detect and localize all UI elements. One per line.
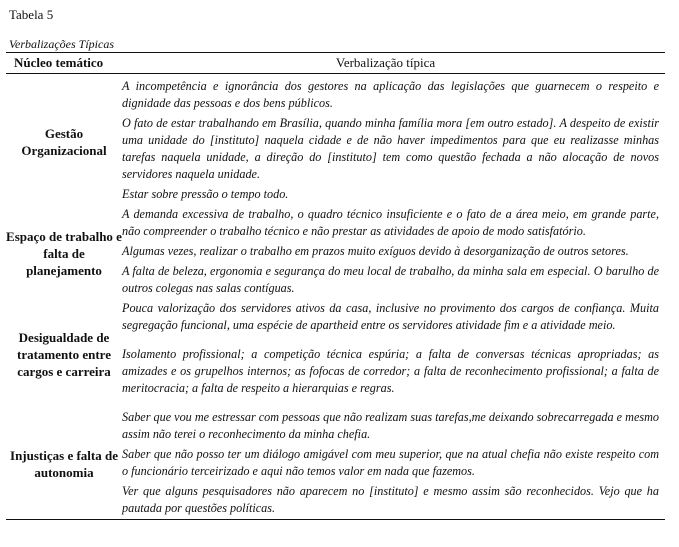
theme-cell: Espaço de trabalho e falta de planejamento	[6, 228, 122, 278]
quote-text: A falta de beleza, ergonomia e segurança do meu local de trabalho, da minha sala em especial. O barulho de outros colegas nas salas contíguas.	[122, 264, 659, 295]
table-header-row	[6, 53, 665, 73]
theme-cell: Gestão Organizacional	[21, 126, 107, 158]
table-group-injusticas	[6, 409, 665, 519]
table-number: Tabela 5	[9, 7, 54, 22]
quote-text: Ver que alguns pesquisadores não aparecem no [instituto] e mesmo assim são reconhecidos. Vejo que ha pautada por questões políticas.	[122, 484, 659, 515]
quote-text: Isolamento profissional; a competição técnica espúria; a falta de conversas técnicas apropriadas; as amizades e os grupelhos internos; as fofocas de corredor; a falta de reconhecimento profissional; a falta de meritocracia; a falta de respeito a hierarquias e regras.	[122, 347, 659, 395]
table-group-espaco-de-trabalho	[6, 206, 665, 300]
quote-text: A incompetência e ignorância dos gestores na aplicação das legislações que guarnecem o respeito e dignidade das pessoas e dos bens públicos.	[122, 79, 659, 110]
verbalizations-table	[6, 52, 665, 520]
quote-text: Pouca valorização dos servidores ativos da casa, inclusive no provimento dos cargos de confiança. Muita segregação funcional, uma espécie de apartheid entre os servidores atividade fim e a atividade meio.	[122, 301, 659, 332]
quotes-cell	[122, 206, 665, 300]
table-bottom-rule	[6, 519, 665, 520]
quote-text: Estar sobre pressão o tempo todo.	[122, 187, 289, 201]
theme-cell: Desigualdade de tratamento entre cargos e carreira	[17, 330, 111, 379]
table-title: Verbalizações Típicas	[9, 37, 114, 51]
theme-cell: Injustiças e falta de autonomia	[10, 448, 118, 480]
header-verbalization: Verbalização típica	[335, 55, 436, 70]
header-theme: Núcleo temático	[14, 55, 104, 70]
quotes-cell	[122, 300, 665, 409]
table-group-gestao-organizacional	[6, 78, 665, 206]
quote-text: Algumas vezes, realizar o trabalho em prazos muito exíguos devido à desorganização de outros setores.	[122, 244, 629, 258]
quote-text: O fato de estar trabalhando em Brasília, quando minha família mora [em outro estado]. A despeito de existir uma unidade do [instituto] naquela cidade e de não haver impedimentos para que eu realizasse minhas tarefas naquela unidade, a direção do [instituto] tem como questão fechada a não alocação de novos servidores naquela unidade.	[122, 116, 659, 181]
table-group-desigualdade	[6, 300, 665, 409]
quote-text: A demanda excessiva de trabalho, o quadro técnico insuficiente e o fato de a área meio, em grande parte, não compreender o trabalho técnico e não prestar as atividades de apoio de modo satisfatório.	[122, 207, 659, 238]
quote-text: Saber que não posso ter um diálogo amigável com meu superior, que na atual chefia não existe respeito com o funcionário terceirizado e aqui não temos valor em nada que fazemos.	[122, 447, 659, 478]
quotes-cell	[122, 78, 665, 206]
quote-text: Saber que vou me estressar com pessoas que não realizam suas tarefas,me deixando sobrecarregada e mesmo assim não terei o reconhecimento da minha chefia.	[122, 410, 659, 441]
quotes-cell	[122, 409, 665, 519]
